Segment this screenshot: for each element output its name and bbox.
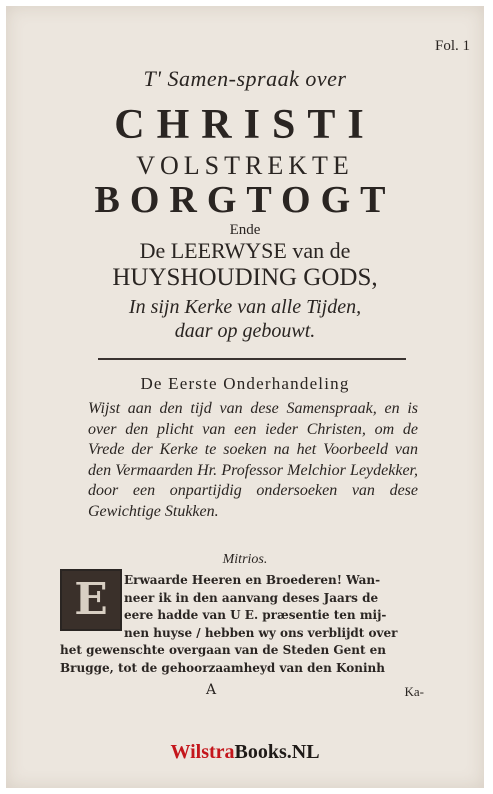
title-line-5: Ende	[229, 222, 261, 238]
body-line: het gewenschte overgaan van de Steden Gent en	[60, 643, 387, 657]
section-heading: De Eerste Onderhandeling	[140, 374, 350, 393]
watermark	[6, 741, 484, 764]
title-line-2: CHRISTI	[114, 102, 376, 148]
title-line-9: daar op gebouwt.	[174, 320, 316, 342]
catchword: Ka-	[404, 684, 424, 699]
section-summary: Wijst aan den tijd van dese Samenspraak, en is over den plicht van een ieder Christen, om de Vrede der Kerke te soeken na het Voorbeeld van den Vermaarden Hr. Professor Melchior Leydekker, door een onpartijdig ondersoeken van dese Gewichtige Stukken.	[88, 400, 418, 520]
title-line-4: BORGTOGT	[94, 179, 396, 221]
signature-mark: A	[206, 682, 217, 698]
body-text	[60, 572, 414, 677]
divider-rule	[98, 358, 406, 360]
title-line-7: HUYSHOUDING GODS,	[112, 264, 378, 291]
title-line-3: VOLSTREKTE	[136, 151, 354, 180]
body-line: Erwaarde Heeren en Broederen! Wan-	[124, 573, 381, 587]
body-line: eere hadde van U E. præsentie ten mij-	[124, 608, 387, 622]
decorated-initial-letter: E	[74, 574, 108, 625]
body-line: Brugge, tot de gehoorzaamheyd van den Koninh	[60, 660, 385, 675]
title-line-1: T' Samen-spraak over	[143, 66, 347, 91]
body-line: neer ik in den aanvang deses Jaars de	[124, 590, 379, 605]
folio-number: Fol. 1	[434, 38, 470, 54]
title-line-6: De LEERWYSE van de	[139, 238, 351, 263]
title-line-8: In sijn Kerke van alle Tijden,	[128, 296, 362, 318]
speaker-name: Mitrios.	[222, 552, 268, 567]
book-page	[6, 6, 484, 788]
body-line: nen huyse / hebben wy ons verblijdt over	[124, 625, 398, 640]
watermark-part-2: Books.NL	[234, 741, 320, 763]
watermark-part-1: Wilstra	[170, 741, 235, 763]
